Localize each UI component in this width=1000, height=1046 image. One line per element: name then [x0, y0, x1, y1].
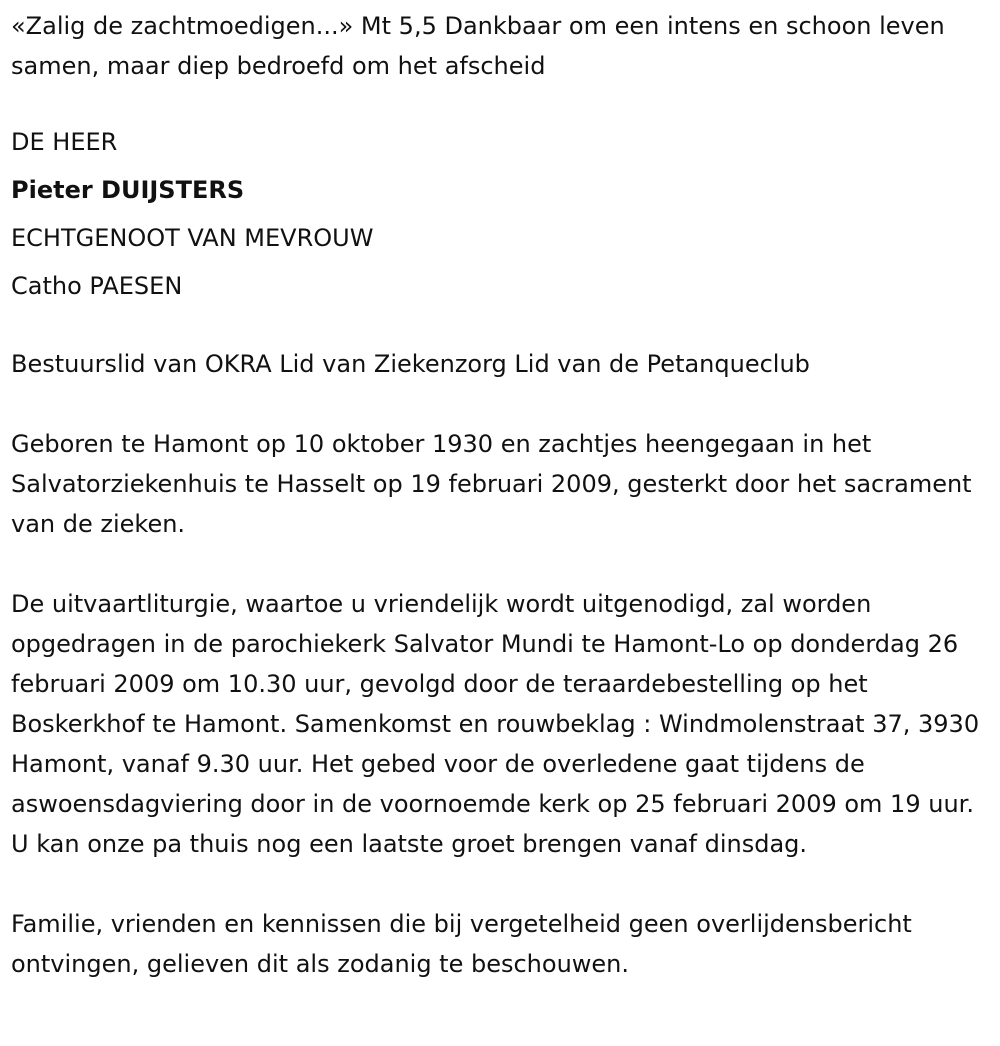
title-line: DE HEER	[11, 128, 118, 156]
birth-death-paragraph: Geboren te Hamont op 10 oktober 1930 en zachtjes heengegaan in het Salvatorziekenhuis te Hasselt op 19 februari 2009, gesterkt door het sacrament van de zieken.	[11, 430, 972, 538]
spouse-label: ECHTGENOOT VAN MEVROUW	[11, 224, 374, 252]
intro-paragraph: «Zalig de zachtmoedigen...» Mt 5,5 Dankbaar om een intens en schoon leven samen, maar diep bedroefd om het afscheid	[11, 12, 945, 80]
family-note-paragraph: Familie, vrienden en kennissen die bij vergetelheid geen overlijdensbericht ontvingen, gelieven dit als zodanig te beschouwen.	[11, 910, 912, 978]
affiliations-paragraph: Bestuurslid van OKRA Lid van Ziekenzorg Lid van de Petanqueclub	[11, 350, 810, 378]
deceased-name: Pieter DUIJSTERS	[11, 176, 245, 204]
spouse-name: Catho PAESEN	[11, 272, 183, 300]
liturgy-paragraph: De uitvaartliturgie, waartoe u vriendelijk wordt uitgenodigd, zal worden opgedragen in de parochiekerk Salvator Mundi te Hamont-Lo op donderdag 26 februari 2009 om 10.30 uur, gevolgd door de teraardebestelling op het Boskerkhof te Hamont. Samenkomst en rouwbeklag : Windmolenstraat 37, 3930 Hamont, vanaf 9.30 uur. Het gebed voor de overledene gaat tijdens de aswoensdagviering door in de voornoemde kerk op 25 februari 2009 om 19 uur. U kan onze pa thuis nog een laatste groet brengen vanaf dinsdag.	[11, 590, 980, 858]
deceased-block	[11, 118, 990, 310]
